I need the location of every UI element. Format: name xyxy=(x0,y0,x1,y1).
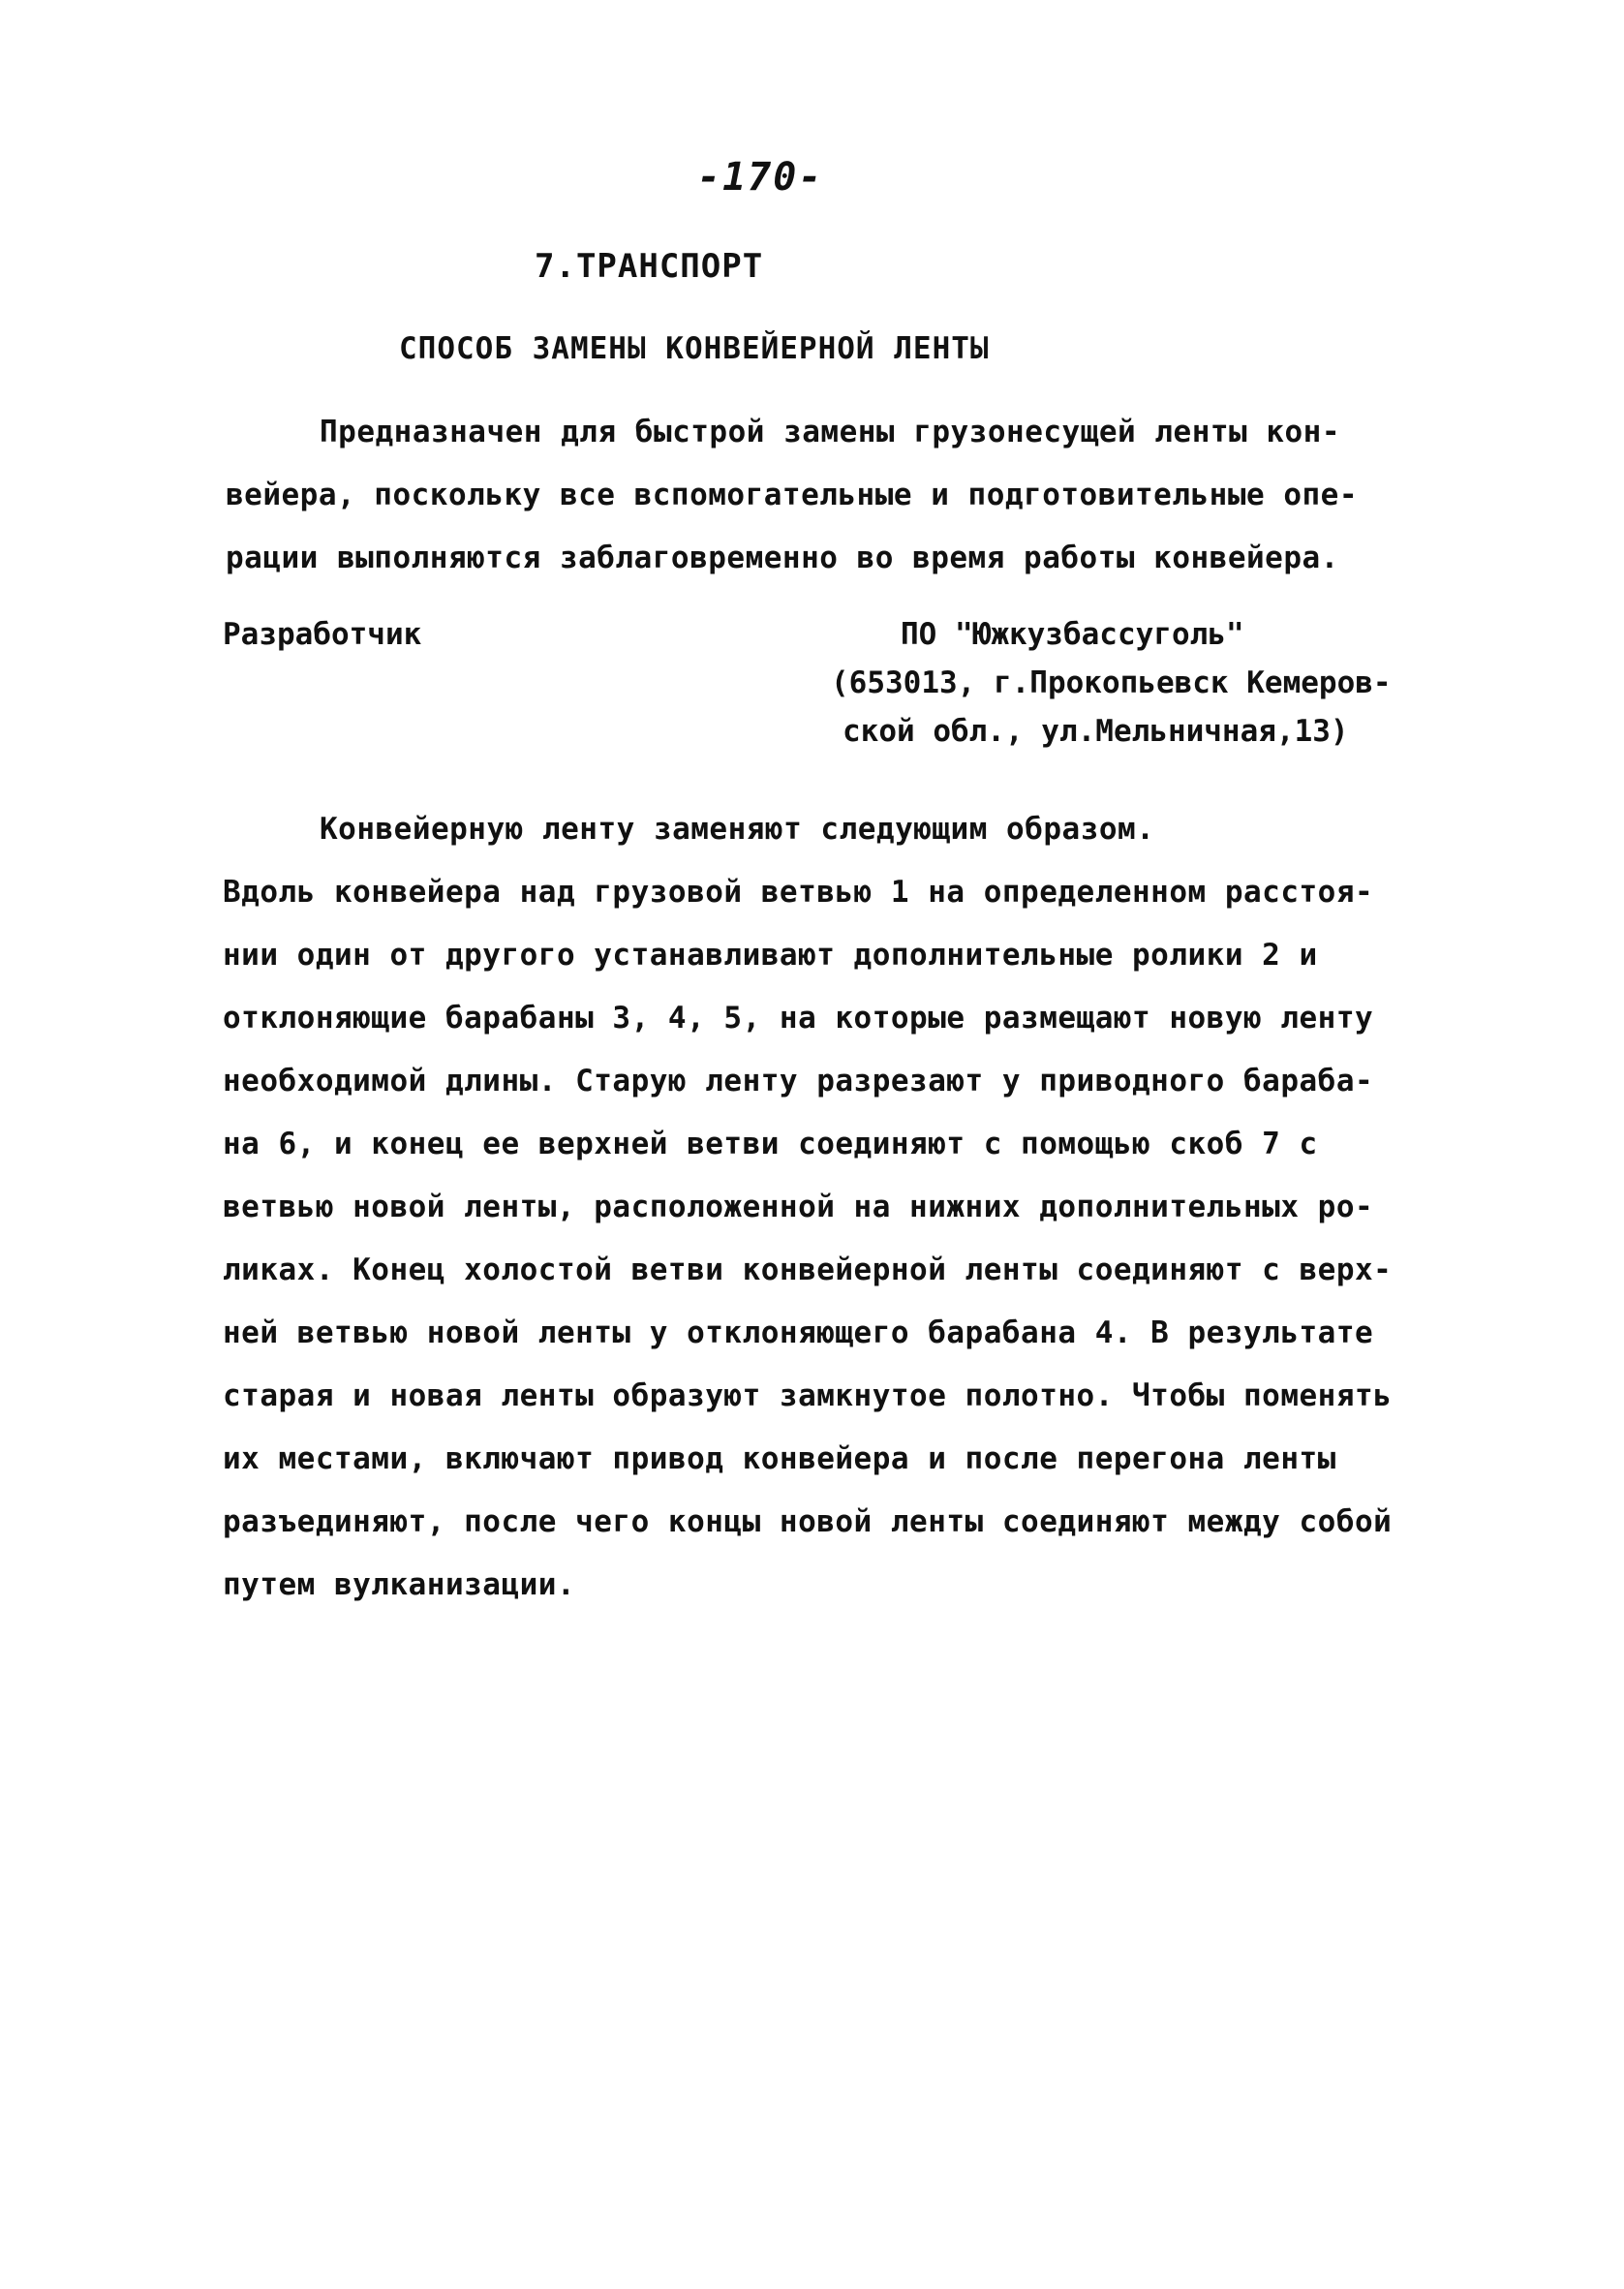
document-subtitle: СПОСОБ ЗАМЕНЫ КОНВЕЙЕРНОЙ ЛЕНТЫ xyxy=(399,331,990,366)
description-line: ветвью новой ленты, расположенной на нижних дополнительных ро- xyxy=(223,1190,1374,1224)
developer-label: Разработчик xyxy=(223,617,422,652)
description-line: на 6, и конец ее верхней ветви соединяют с помощью скоб 7 с xyxy=(223,1127,1318,1161)
purpose-line: рации выполняются заблаговременно во время работы конвейера. xyxy=(226,541,1339,575)
developer-address-line: (653013, г.Прокопьевск Кемеров- xyxy=(831,665,1392,700)
description-line: ней ветвью новой ленты у отклоняющего барабана 4. В результате xyxy=(223,1315,1374,1350)
purpose-line: вейера, поскольку все вспомогательные и подготовительные опе- xyxy=(226,478,1358,512)
description-line: отклоняющие барабаны 3, 4, 5, на которые размещают новую ленту xyxy=(223,1001,1374,1036)
description-line: разъединяют, после чего концы новой ленты соединяют между собой xyxy=(223,1504,1393,1539)
developer-address-line: ской обл., ул.Мельничная,13) xyxy=(843,714,1349,749)
description-line: необходимой длины. Старую ленту разрезают у приводного бараба- xyxy=(223,1064,1374,1098)
description-line: путем вулканизации. xyxy=(223,1567,576,1602)
page-number: -170- xyxy=(697,155,824,200)
description-line: Конвейерную ленту заменяют следующим образом. xyxy=(320,812,1155,847)
section-title: 7.ТРАНСПОРТ xyxy=(535,247,764,286)
developer-org: ПО "Южкузбассуголь" xyxy=(901,617,1244,652)
purpose-line: Предназначен для быстрой замены грузонесущей ленты кон- xyxy=(320,415,1340,449)
description-line: нии один от другого устанавливают дополнительные ролики 2 и xyxy=(223,938,1318,973)
description-line: их местами, включают привод конвейера и после перегона ленты xyxy=(223,1441,1336,1476)
description-line: Вдоль конвейера над грузовой ветвью 1 на определенном расстоя- xyxy=(223,875,1374,910)
description-line: старая и новая ленты образуют замкнутое полотно. Чтобы поменять xyxy=(223,1378,1393,1413)
description-line: ликах. Конец холостой ветви конвейерной ленты соединяют с верх- xyxy=(223,1253,1393,1287)
